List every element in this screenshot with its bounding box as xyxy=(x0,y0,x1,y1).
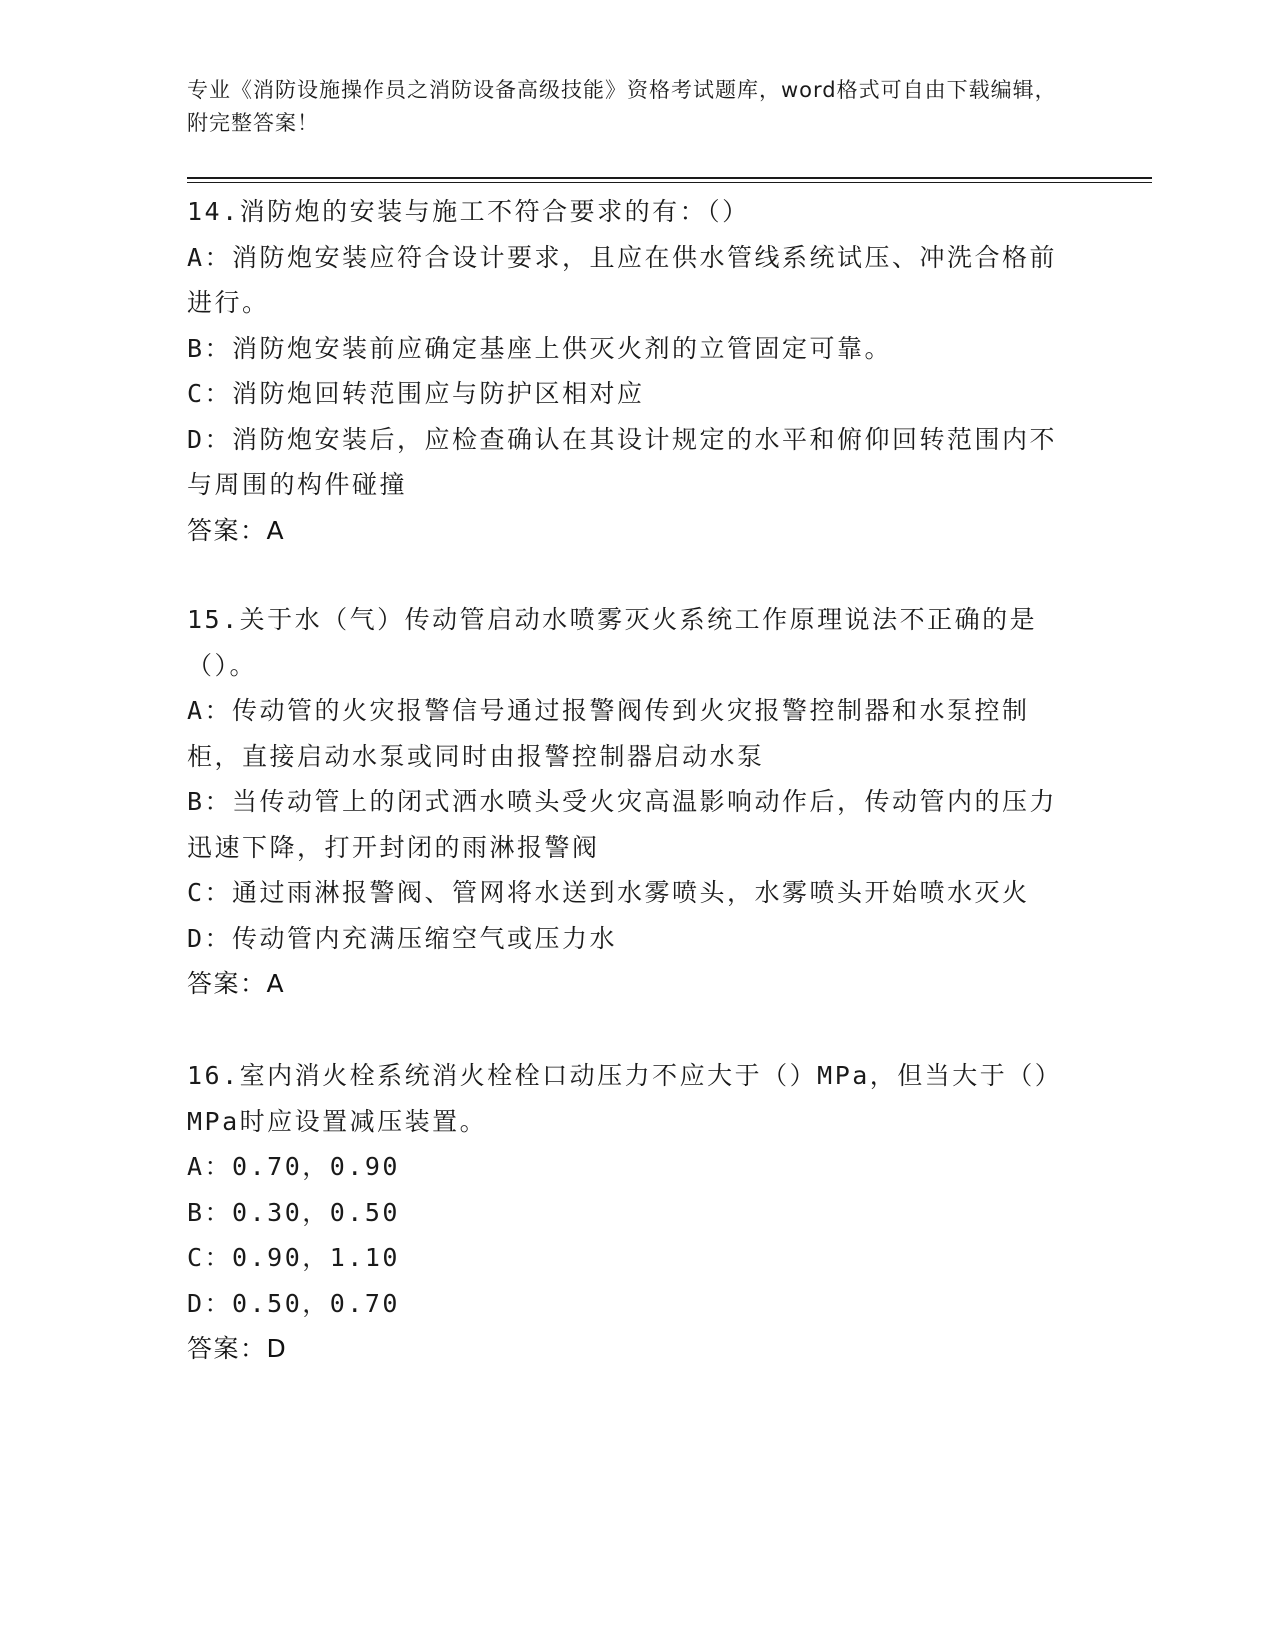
document-header: 专业《消防设施操作员之消防设备高级技能》资格考试题库，word格式可自由下载编辑，附完整答案！ xyxy=(187,78,1057,135)
option-d: D：传动管内充满压缩空气或压力水 xyxy=(187,923,618,953)
option-d: D：消防炮安装后，应检查确认在其设计规定的水平和俯仰回转范围内不与周围的构件碰撞 xyxy=(187,424,1058,499)
option-d: D：0.50，0.70 xyxy=(187,1288,400,1318)
question-stem: 16.室内消火栓系统消火栓栓口动压力不应大于（）MPa，但当大于（）MPa时应设置减压装置。 xyxy=(187,1061,1063,1136)
header-divider-thick xyxy=(187,177,1152,179)
answer-text: 答案：A xyxy=(187,515,286,545)
question-14 xyxy=(187,189,1067,553)
question-stem: 15.关于水（气）传动管启动水喷雾灭火系统工作原理说法不正确的是（）。 xyxy=(187,605,1038,680)
header-divider-thin xyxy=(187,182,1152,183)
option-b: B：消防炮安装前应确定基座上供灭火剂的立管固定可靠。 xyxy=(187,333,893,363)
question-16 xyxy=(187,1053,1067,1372)
option-a: A：传动管的火灾报警信号通过报警阀传到火灾报警控制器和水泵控制柜，直接启动水泵或同时由报警控制器启动水泵 xyxy=(187,696,1030,771)
answer-text: 答案：A xyxy=(187,969,286,998)
option-c: C：0.90，1.10 xyxy=(187,1243,400,1272)
option-c: C：消防炮回转范围应与防护区相对应 xyxy=(187,379,645,408)
option-a: A：0.70，0.90 xyxy=(187,1152,400,1181)
answer-text: 答案：D xyxy=(187,1334,288,1363)
option-b: B：当传动管上的闭式洒水喷头受火灾高温影响动作后，传动管内的压力迅速下降，打开封闭的雨淋报警阀 xyxy=(187,787,1058,862)
option-a: A：消防炮安装应符合设计要求，且应在供水管线系统试压、冲洗合格前进行。 xyxy=(187,242,1058,317)
option-c: C：通过雨淋报警阀、管网将水送到水雾喷头，水雾喷头开始喷水灭火 xyxy=(187,878,1030,907)
question-stem: 14.消防炮的安装与施工不符合要求的有：（） xyxy=(187,197,750,226)
document-page xyxy=(187,0,1152,1650)
option-b: B：0.30，0.50 xyxy=(187,1197,400,1227)
question-15 xyxy=(187,597,1067,1007)
